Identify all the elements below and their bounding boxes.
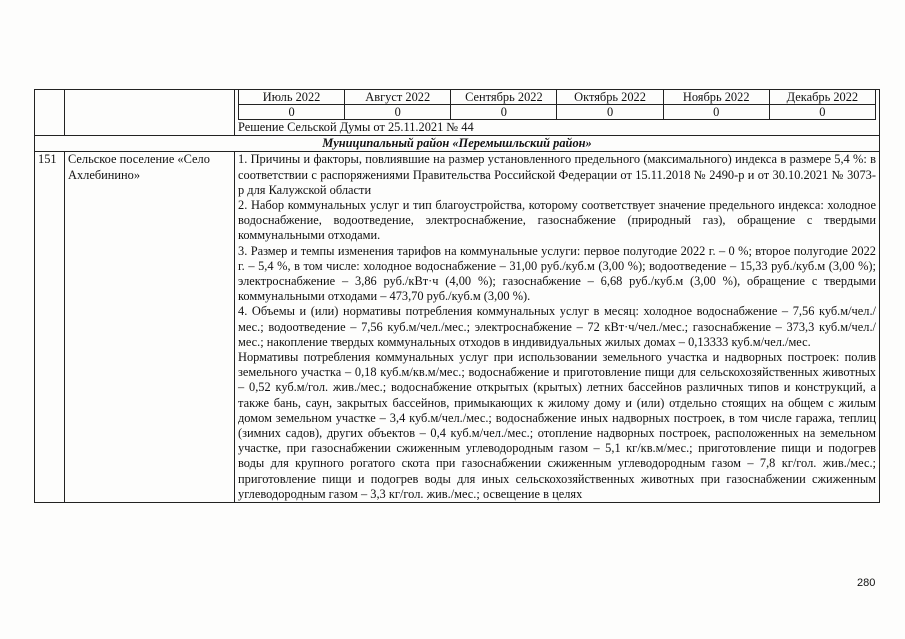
settlement-row <box>35 152 880 503</box>
settlement-description <box>235 152 880 503</box>
description-paragraph: 2. Набор коммунальных услуг и тип благоустройства, которому соответствует значение предельного индекса: холодное водоснабжение, водоотведение, электроснабжение, газоснабжение (природный газ), обращение с твердыми коммунальными отходами. <box>238 198 876 243</box>
month-value: 0 <box>345 105 451 120</box>
months-cell <box>235 90 880 136</box>
month-value: 0 <box>239 105 345 120</box>
decision-text: Решение Сельской Думы от 25.11.2021 № 44 <box>238 120 474 134</box>
row-number: 151 <box>35 152 65 503</box>
region-row <box>35 136 880 152</box>
month-header: Октябрь 2022 <box>557 90 663 105</box>
month-header: Июль 2022 <box>239 90 345 105</box>
month-header: Декабрь 2022 <box>769 90 875 105</box>
description-paragraph: 4. Объемы и (или) нормативы потребления коммунальных услуг в месяц: холодное водоснабжение – 7,56 куб.м/чел./мес.; водоотведение – 7,56 куб.м/чел./мес.; электроснабжение – 72 кВт·ч/чел./мес.; газоснабжение – 373,3 куб.м/чел./мес.; накопление твердых коммунальных отходов в индивидуальных жилых домах – 0,13333 куб.м/чел./мес. <box>238 304 876 349</box>
empty-cell <box>35 90 65 136</box>
month-value: 0 <box>769 105 875 120</box>
month-header: Сентябрь 2022 <box>451 90 557 105</box>
month-header: Ноябрь 2022 <box>663 90 769 105</box>
month-value: 0 <box>451 105 557 120</box>
month-value: 0 <box>557 105 663 120</box>
months-value-row <box>239 105 876 120</box>
tariff-table <box>34 89 880 503</box>
empty-cell <box>65 90 235 136</box>
months-header-row <box>239 90 876 105</box>
page-number: 280 <box>857 577 876 589</box>
region-title: Муниципальный район «Перемышльский район» <box>35 136 880 152</box>
description-paragraph: 1. Причины и факторы, повлиявшие на размер установленного предельного (максимального) индекса в размере 5,4 %: в соответствии с распоряжениями Правительства Российской Федерации от 15.11.2018 № 2490-р и от 30.10.2021 № 3073-р для Калужской области <box>238 152 876 197</box>
months-table <box>238 89 876 120</box>
month-header: Август 2022 <box>345 90 451 105</box>
description-paragraph: 3. Размер и темпы изменения тарифов на коммунальные услуги: первое полугодие 2022 г. – 0 %; второе полугодие 2022 г. – 5,4 %, в том числе: холодное водоснабжение – 31,00 руб./куб.м (3,00 %); водоотведение – 15,33 руб./куб.м (3,00 %); электроснабжение – 3,86 руб./кВт·ч (4,00 %); газоснабжение – 6,68 руб./куб.м (3,00 %), обращение с твердыми коммунальными отходами – 473,70 руб./куб.м (3,00 %). <box>238 243 876 304</box>
description-paragraph: Нормативы потребления коммунальных услуг при использовании земельного участка и надворных построек: полив земельного участка – 0,18 куб.м/кв.м/мес.; водоснабжение и приготовление пищи для сельскохозяйственных животных – 0,52 куб.м/гол. жив./мес.; водоснабжение открытых (крытых) летних бассейнов различных типов и конструкций, а также бань, саун, закрытых бассейнов, примыкающих к жилому дому и (или) отдельно стоящих на общем с жилым домом земельном участке – 3,4 куб.м/чел./мес.; водоснабжение иных надворных построек, в том числе гаража, теплиц (зимних садов), других объектов – 0,4 куб.м/чел./мес.; отопление надворных построек, расположенных на земельном участке, при газоснабжении сжиженным углеводородным газом – 5,1 кг/кв.м/мес.; приготовление пищи и подогрев воды для крупного рогатого скота при газоснабжении сжиженным углеводородным газом – 7,8 кг/гол. жив./мес.; приготовление пищи и подогрев воды для иных сельскохозяйственных животных при газоснабжении сжиженным углеводородным газом – 3,3 кг/гол. жив./мес.; освещение в целях <box>238 350 876 501</box>
settlement-name: Сельское поселение «Село Ахлебинино» <box>65 152 235 503</box>
months-row <box>35 90 880 136</box>
month-value: 0 <box>663 105 769 120</box>
